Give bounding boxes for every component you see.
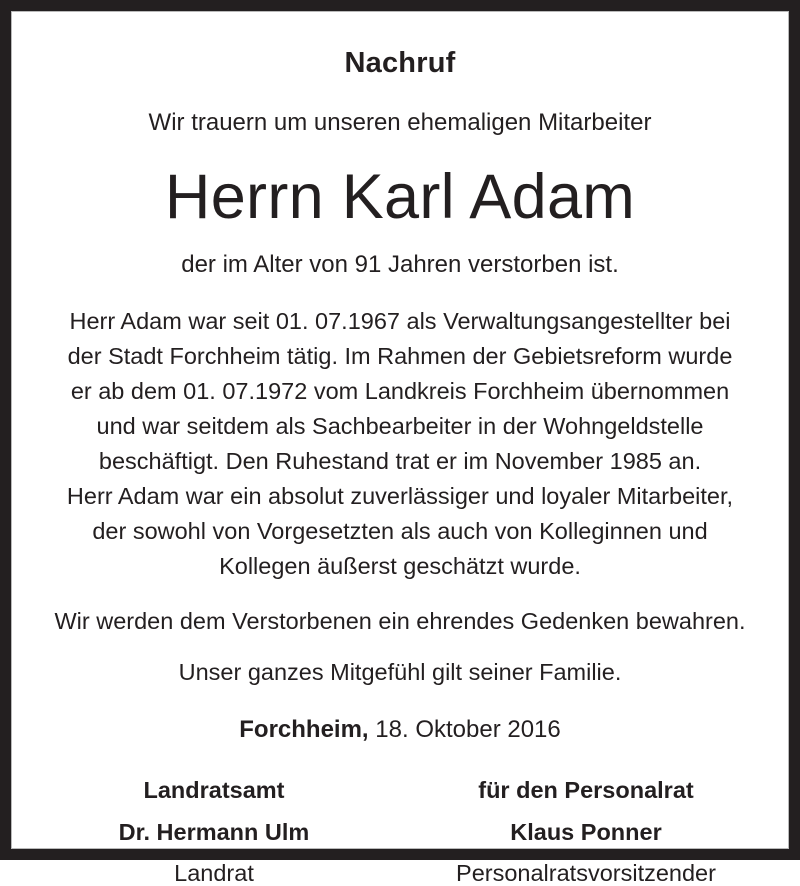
notice-heading: Nachruf <box>344 47 456 79</box>
signature-person-name: Dr. Hermann Ulm <box>118 818 310 845</box>
biography-line: der sowohl von Vorgesetzten als auch von Kolleginnen und <box>92 518 708 545</box>
biography-line: der Stadt Forchheim tätig. Im Rahmen der Gebietsreform wurde <box>67 343 733 370</box>
signature-column-left <box>28 779 400 886</box>
notice-inner-frame <box>11 11 789 886</box>
biography-line: er ab dem 01. 07.1972 vom Landkreis Forchheim übernommen <box>70 378 730 405</box>
deceased-age-line: der im Alter von 91 Jahren verstorben ist. <box>181 251 619 279</box>
signature-person-role: Landrat <box>174 860 254 886</box>
biography-line: und war seitdem als Sachbearbeiter in der Wohngeldstelle <box>96 413 704 440</box>
biography-paragraph <box>12 304 788 584</box>
notice-intro-line: Wir trauern um unseren ehemaligen Mitarbeiter <box>148 109 652 136</box>
biography-line: Herr Adam war seit 01. 07.1967 als Verwaltungsangestellter bei <box>69 308 731 335</box>
signature-block <box>12 779 788 886</box>
notice-date: 18. Oktober 2016 <box>375 716 561 744</box>
biography-line: beschäftigt. Den Ruhestand trat er im November 1985 an. <box>98 448 702 475</box>
signature-organization: Landratsamt <box>143 777 285 804</box>
biography-line: Herr Adam war ein absolut zuverlässiger und loyaler Mitarbeiter, <box>66 483 734 510</box>
signature-person-role: Personalratsvorsitzender <box>456 860 716 886</box>
place-name: Forchheim, <box>239 716 369 744</box>
place-and-date <box>12 718 788 742</box>
signature-organization: für den Personalrat <box>478 777 694 804</box>
farewell-line: Wir werden dem Verstorbenen ein ehrendes Gedenken bewahren. <box>54 608 746 635</box>
signature-column-right <box>400 779 772 886</box>
biography-line: Kollegen äußerst geschätzt wurde. <box>219 553 581 580</box>
signature-person-name: Klaus Ponner <box>510 818 662 845</box>
deceased-name: Herrn Karl Adam <box>164 162 636 232</box>
sympathy-line: Unser ganzes Mitgefühl gilt seiner Familie. <box>178 658 622 685</box>
